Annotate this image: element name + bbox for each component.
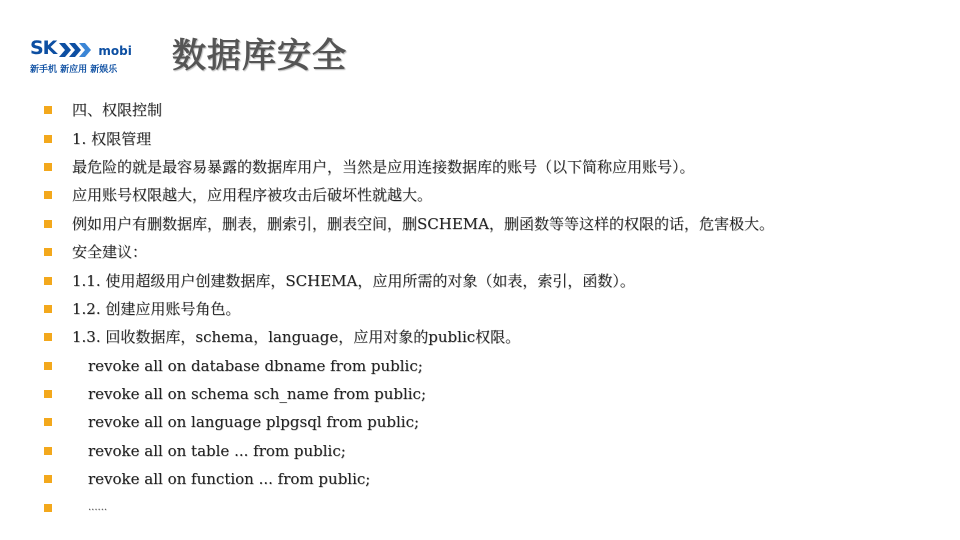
square-bullet-icon bbox=[44, 418, 52, 426]
square-bullet-icon bbox=[44, 248, 52, 256]
bullet-item bbox=[44, 437, 944, 465]
bullet-item bbox=[44, 238, 944, 266]
bullet-list bbox=[44, 96, 944, 522]
bullet-text: 1.1. 使用超级用户创建数据库，SCHEMA，应用所需的对象（如表，索引，函数）。 bbox=[72, 271, 635, 290]
bullet-item bbox=[44, 96, 944, 124]
bullet-item bbox=[44, 153, 944, 181]
bullet-item bbox=[44, 266, 944, 294]
square-bullet-icon bbox=[44, 191, 52, 199]
square-bullet-icon bbox=[44, 220, 52, 228]
bullet-item bbox=[44, 181, 944, 209]
square-bullet-icon bbox=[44, 475, 52, 483]
bullet-item bbox=[44, 465, 944, 493]
bullet-item bbox=[44, 295, 944, 323]
square-bullet-icon bbox=[44, 163, 52, 171]
square-bullet-icon bbox=[44, 390, 52, 398]
bullet-text: revoke all on language plpgsql from public; bbox=[88, 413, 420, 432]
bullet-text: revoke all on function ... from public; bbox=[88, 470, 371, 489]
square-bullet-icon bbox=[44, 447, 52, 455]
bullet-text: 1.3. 回收数据库，schema，language，应用对象的public权限。 bbox=[72, 328, 521, 347]
bullet-text: revoke all on schema sch_name from public; bbox=[88, 385, 427, 404]
square-bullet-icon bbox=[44, 333, 52, 341]
bullet-item bbox=[44, 323, 944, 351]
square-bullet-icon bbox=[44, 277, 52, 285]
bullet-text: 1.2. 创建应用账号角色。 bbox=[72, 299, 241, 318]
bullet-item bbox=[44, 380, 944, 408]
logo-brand: SK bbox=[30, 37, 57, 59]
bullet-item bbox=[44, 210, 944, 238]
bullet-text: 安全建议： bbox=[72, 243, 148, 262]
bullet-text: 例如用户有删数据库，删表，删索引，删表空间，删SCHEMA，删函数等等这样的权限的话，危害极大。 bbox=[72, 214, 774, 233]
bullet-text: 最危险的就是最容易暴露的数据库用户，当然是应用连接数据库的账号（以下简称应用账号）。 bbox=[72, 157, 695, 176]
slide-title: 数据库安全 bbox=[172, 36, 347, 76]
logo-suffix: mobi bbox=[98, 44, 132, 58]
square-bullet-icon bbox=[44, 362, 52, 370]
bullet-item bbox=[44, 352, 944, 380]
bullet-text: 应用账号权限越大，应用程序被攻击后破坏性就越大。 bbox=[72, 186, 433, 205]
logo-tagline: 新手机 新应用 新娱乐 bbox=[30, 65, 118, 75]
square-bullet-icon bbox=[44, 305, 52, 313]
square-bullet-icon bbox=[44, 135, 52, 143]
bullet-text: revoke all on table ... from public; bbox=[88, 441, 346, 460]
bullet-text: ...... bbox=[88, 501, 108, 513]
bullet-item bbox=[44, 124, 944, 152]
sk-mobi-logo bbox=[30, 38, 158, 74]
square-bullet-icon bbox=[44, 504, 52, 512]
bullet-item bbox=[44, 408, 944, 436]
square-bullet-icon bbox=[44, 106, 52, 114]
bullet-text: revoke all on database dbname from public; bbox=[88, 356, 423, 375]
logo-chevrons-icon bbox=[57, 42, 95, 58]
bullet-item bbox=[44, 493, 944, 521]
bullet-text: 四、权限控制 bbox=[72, 101, 163, 120]
bullet-text: 1. 权限管理 bbox=[72, 129, 152, 148]
